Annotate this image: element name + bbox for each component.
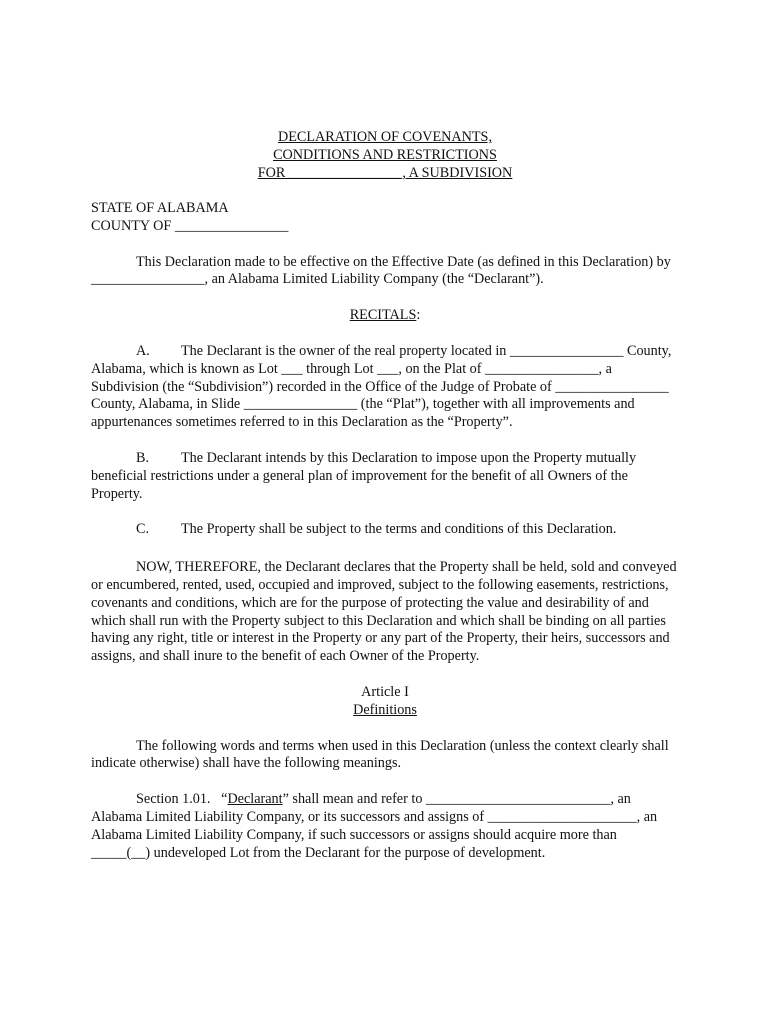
section-1-01-term: Declarant bbox=[227, 791, 283, 808]
article-heading bbox=[91, 684, 679, 720]
recital-c-label: C. bbox=[136, 521, 150, 538]
definitions-intro-paragraph: The following words and terms when used in this Declaration (unless the context clearly shall indicate otherwise) shall have the following meanings. bbox=[91, 737, 669, 772]
recitals-heading-text: RECITALS bbox=[349, 307, 417, 324]
title-line-3: FOR ________________, A SUBDIVISION bbox=[257, 165, 513, 181]
recital-c-text: The Property shall be subject to the terms and conditions of this Declaration. bbox=[181, 521, 617, 538]
recital-b-text: The Declarant intends by this Declaration to impose upon the Property mutually beneficial restrictions under a general plan of improvement for the benefit of all Owners of the Property. bbox=[91, 449, 637, 502]
article-number: Article I bbox=[361, 683, 409, 700]
county-line: COUNTY OF ________________ bbox=[91, 217, 289, 234]
document-page bbox=[91, 128, 679, 862]
section-1-01-text: ” shall mean and refer to __________________________, an Alabama Limited Liability Company, or its successors and assigns of _____________________, an Alabama Limited Liability Company, if such successors or assigns should acquire more than _____(__) undeveloped Lot from the Declarant for the purpose of development. bbox=[91, 791, 658, 861]
section-1-01 bbox=[91, 791, 679, 862]
title-line-1: DECLARATION OF COVENANTS, bbox=[278, 129, 492, 145]
now-therefore-paragraph: NOW, THEREFORE, the Declarant declares that the Property shall be held, sold and conveyed or encumbered, rented, used, occupied and improved, subject to the following easements, restrictions, covenants and conditions, which are for the purpose of protecting the value and desirability of and which shall run with the Property subject to this Declaration and which shall be binding on all parties having any right, title or interest in the Property or any part of the Property, their heirs, successors and assigns, and shall inure to the benefit of each Owner of the Property. bbox=[91, 559, 677, 665]
section-1-01-label: Section 1.01. bbox=[136, 791, 211, 808]
recital-a-text: The Declarant is the owner of the real property located in ________________ County, Alabama, which is known as Lot ___ through Lot ___, on the Plat of ________________, a Subdivision (the “Subdivision”) recorded in the Office of the Judge of Probate of ________________ County, Alabama, in Slide ________________ (the “Plat”), together with all improvements and appurtenances sometimes referred to in this Declaration as the “Property”. bbox=[91, 342, 672, 431]
intro-paragraph: This Declaration made to be effective on the Effective Date (as defined in this Declaration) by ________________, an Alabama Limited Liability Company (the “Declarant”). bbox=[91, 253, 671, 288]
recital-a-label: A. bbox=[136, 342, 150, 359]
document-title bbox=[91, 128, 679, 182]
recital-a bbox=[91, 343, 679, 432]
recitals-heading bbox=[91, 307, 679, 325]
recital-c bbox=[91, 521, 679, 539]
recital-b-label: B. bbox=[136, 449, 150, 466]
state-line: STATE OF ALABAMA bbox=[91, 200, 229, 216]
title-line-2: CONDITIONS AND RESTRICTIONS bbox=[273, 147, 497, 163]
recital-b bbox=[91, 450, 679, 503]
state-county-block bbox=[91, 200, 679, 236]
article-name: Definitions bbox=[353, 701, 417, 718]
recitals-heading-colon: : bbox=[416, 307, 421, 324]
section-1-01-open-quote: “ bbox=[221, 791, 228, 808]
